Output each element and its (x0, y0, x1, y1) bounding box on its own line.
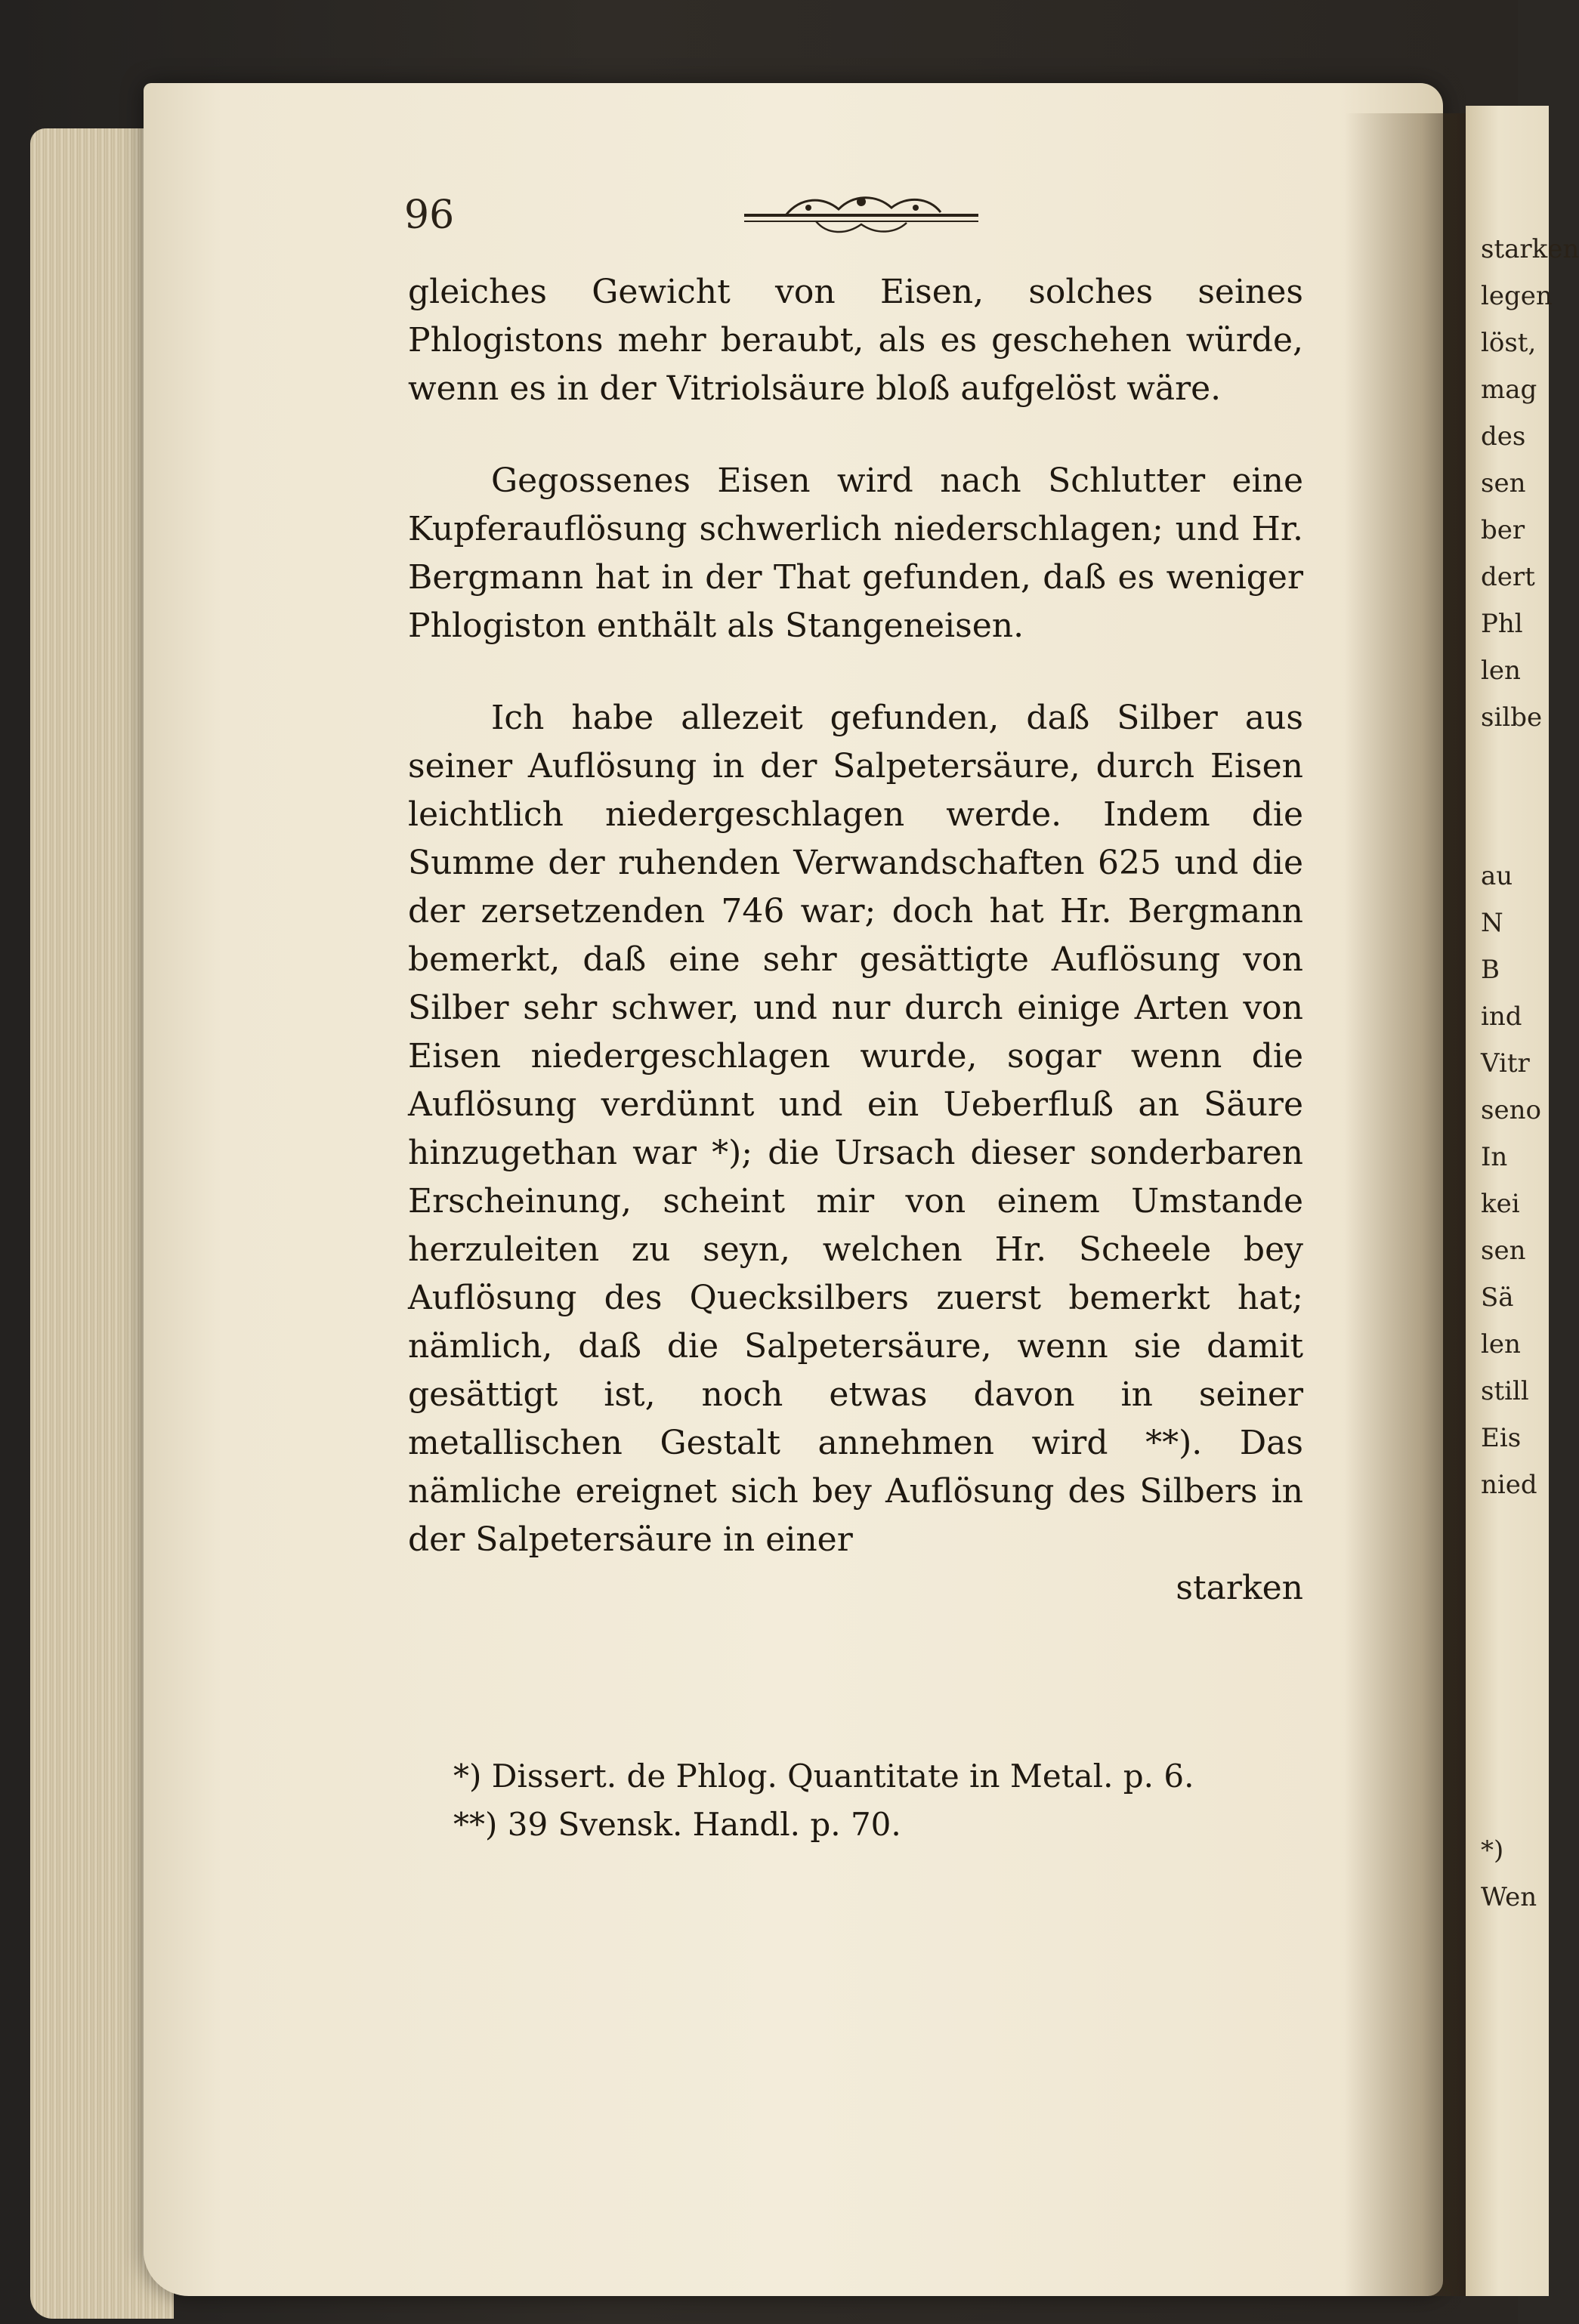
facing-fragment: ber (1481, 515, 1525, 545)
catchword: starken (1176, 1569, 1303, 1607)
footnote: **) 39 Svensk. Handl. p. 70. (453, 1806, 901, 1843)
body-text (408, 268, 1303, 1613)
facing-fragment: seno (1481, 1095, 1541, 1125)
facing-fragment: kei (1481, 1189, 1520, 1219)
ornament-icon (740, 185, 982, 238)
facing-fragment: Phl (1481, 609, 1523, 639)
gutter-shadow (1345, 113, 1473, 2296)
facing-fragment: sen (1481, 1236, 1526, 1266)
facing-fragment: len (1481, 1329, 1521, 1360)
facing-fragment: len (1481, 656, 1521, 686)
facing-fragment: dert (1481, 562, 1535, 592)
facing-fragment: legen (1481, 281, 1553, 311)
facing-fragment: silbe (1481, 702, 1543, 733)
facing-fragment: nied (1481, 1470, 1537, 1500)
paragraph: Gegossenes Eisen wird nach Schlutter eine Kupferauflösung schwerlich niederschlagen; und Hr. Bergmann hat in der That gefunden, daß es weniger Phlogiston enthält als Stangeneisen. (408, 461, 1303, 645)
facing-fragment: mag (1481, 375, 1537, 405)
facing-fragment: sen (1481, 468, 1526, 498)
facing-fragment: au (1481, 861, 1513, 891)
facing-fragment: Eis (1481, 1423, 1522, 1453)
facing-fragment: Sä (1481, 1282, 1514, 1313)
facing-fragment: starken (1481, 234, 1579, 264)
facing-fragment: still (1481, 1376, 1529, 1406)
facing-fragment: In (1481, 1142, 1508, 1172)
paragraph: Ich habe allezeit gefunden, daß Silber aus seiner Auflösung in der Salpetersäure, durch Eisen leichtlich niedergeschlagen werde. Indem die Summe der ruhenden Verwandschaften 625 und die der zersetzenden 746 war; doch hat Hr. Bergmann bemerkt, daß eine sehr gesättigte Auflösung von Silber sehr schwer, und nur durch einige Arten von Eisen niedergeschlagen wurde, sogar wenn die Auflösung verdünnt und ein Ueberfluß an Säure hinzugethan war *); die Ursach dieser sonderbaren Erscheinung, scheint mir von einem Umstande herzuleiten zu seyn, welchen Hr. Scheele bey Auflösung des Quecksilbers zuerst bemerkt hat; nämlich, daß die Salpetersäure, wenn sie damit gesättigt ist, noch etwas davon in seiner metallischen Gestalt annehmen wird **). Das nämliche ereignet sich bey Auflösung des Silbers in der Salpetersäure in einer (408, 699, 1303, 1559)
facing-fragment: *) (1481, 1835, 1504, 1866)
facing-fragment: ind (1481, 1002, 1522, 1032)
facing-fragment: Vitr (1481, 1048, 1530, 1079)
facing-fragment: Wen (1481, 1882, 1537, 1912)
facing-fragment: B (1481, 955, 1500, 985)
footnote: *) Dissert. de Phlog. Quantitate in Metal. p. 6. (453, 1758, 1194, 1795)
paragraph: gleiches Gewicht von Eisen, solches seines Phlogistons mehr beraubt, als es geschehen würde, wenn es in der Vitriolsäure bloß aufgelöst wäre. (408, 273, 1303, 408)
facing-fragment: N (1481, 908, 1503, 938)
footnotes (453, 1752, 1284, 1849)
facing-page (1466, 106, 1579, 2296)
facing-fragment: löst, (1481, 328, 1537, 358)
page-number: 96 (404, 193, 455, 238)
facing-fragment: des (1481, 421, 1526, 452)
